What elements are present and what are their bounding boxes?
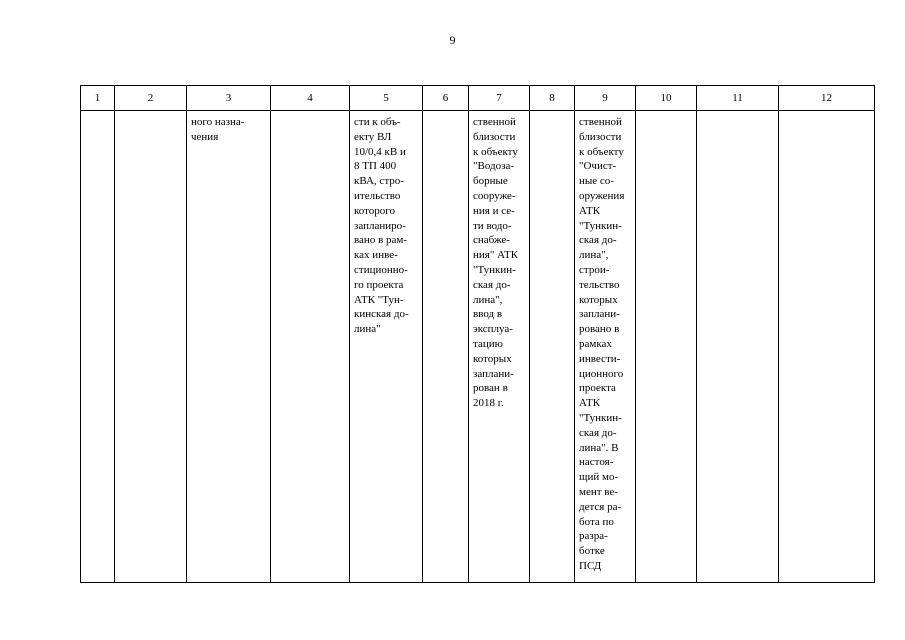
column-header-3: 3 — [187, 86, 271, 111]
column-header-1: 1 — [81, 86, 115, 111]
document-table — [80, 85, 875, 583]
cell-col-12 — [779, 111, 875, 583]
column-header-7: 7 — [469, 86, 530, 111]
column-header-2: 2 — [115, 86, 187, 111]
table-row — [81, 111, 875, 583]
page-number: 9 — [449, 33, 456, 47]
cell-col-3: ного назна- чения — [187, 111, 271, 583]
column-header-5: 5 — [350, 86, 423, 111]
cell-col-11 — [697, 111, 779, 583]
column-header-10: 10 — [636, 86, 697, 111]
column-number-row — [81, 86, 875, 111]
column-header-12: 12 — [779, 86, 875, 111]
column-header-8: 8 — [530, 86, 575, 111]
cell-col-6 — [423, 111, 469, 583]
cell-col-1 — [81, 111, 115, 583]
column-header-6: 6 — [423, 86, 469, 111]
cell-col-2 — [115, 111, 187, 583]
column-header-11: 11 — [697, 86, 779, 111]
column-header-4: 4 — [271, 86, 350, 111]
cell-col-9: ственной близости к объекту "Очист- ные со- оружения АТК "Тункин- ская до- лина", строи- тельство которых заплани- ровано в рамках инвести- ционного проекта АТК "Тункин- ская до- лина". В настоя- щий мо- мент ве- дется ра- бота по разра- ботке ПСД — [575, 111, 636, 583]
cell-col-8 — [530, 111, 575, 583]
cell-col-7: ственной близости к объекту "Водоза- борные сооруже- ния и се- ти водо- снабже- ния" АТК "Тункин- ская до- лина", ввод в эксплуа- тацию которых заплани- рован в 2018 г. — [469, 111, 530, 583]
cell-col-10 — [636, 111, 697, 583]
cell-col-4 — [271, 111, 350, 583]
cell-col-5: сти к объ- екту ВЛ 10/0,4 кВ и 8 ТП 400 кВА, стро- ительство которого запланиро- вано в рам- ках инве- стиционно- го проекта АТК "Тун- кинская до- лина" — [350, 111, 423, 583]
column-header-9: 9 — [575, 86, 636, 111]
